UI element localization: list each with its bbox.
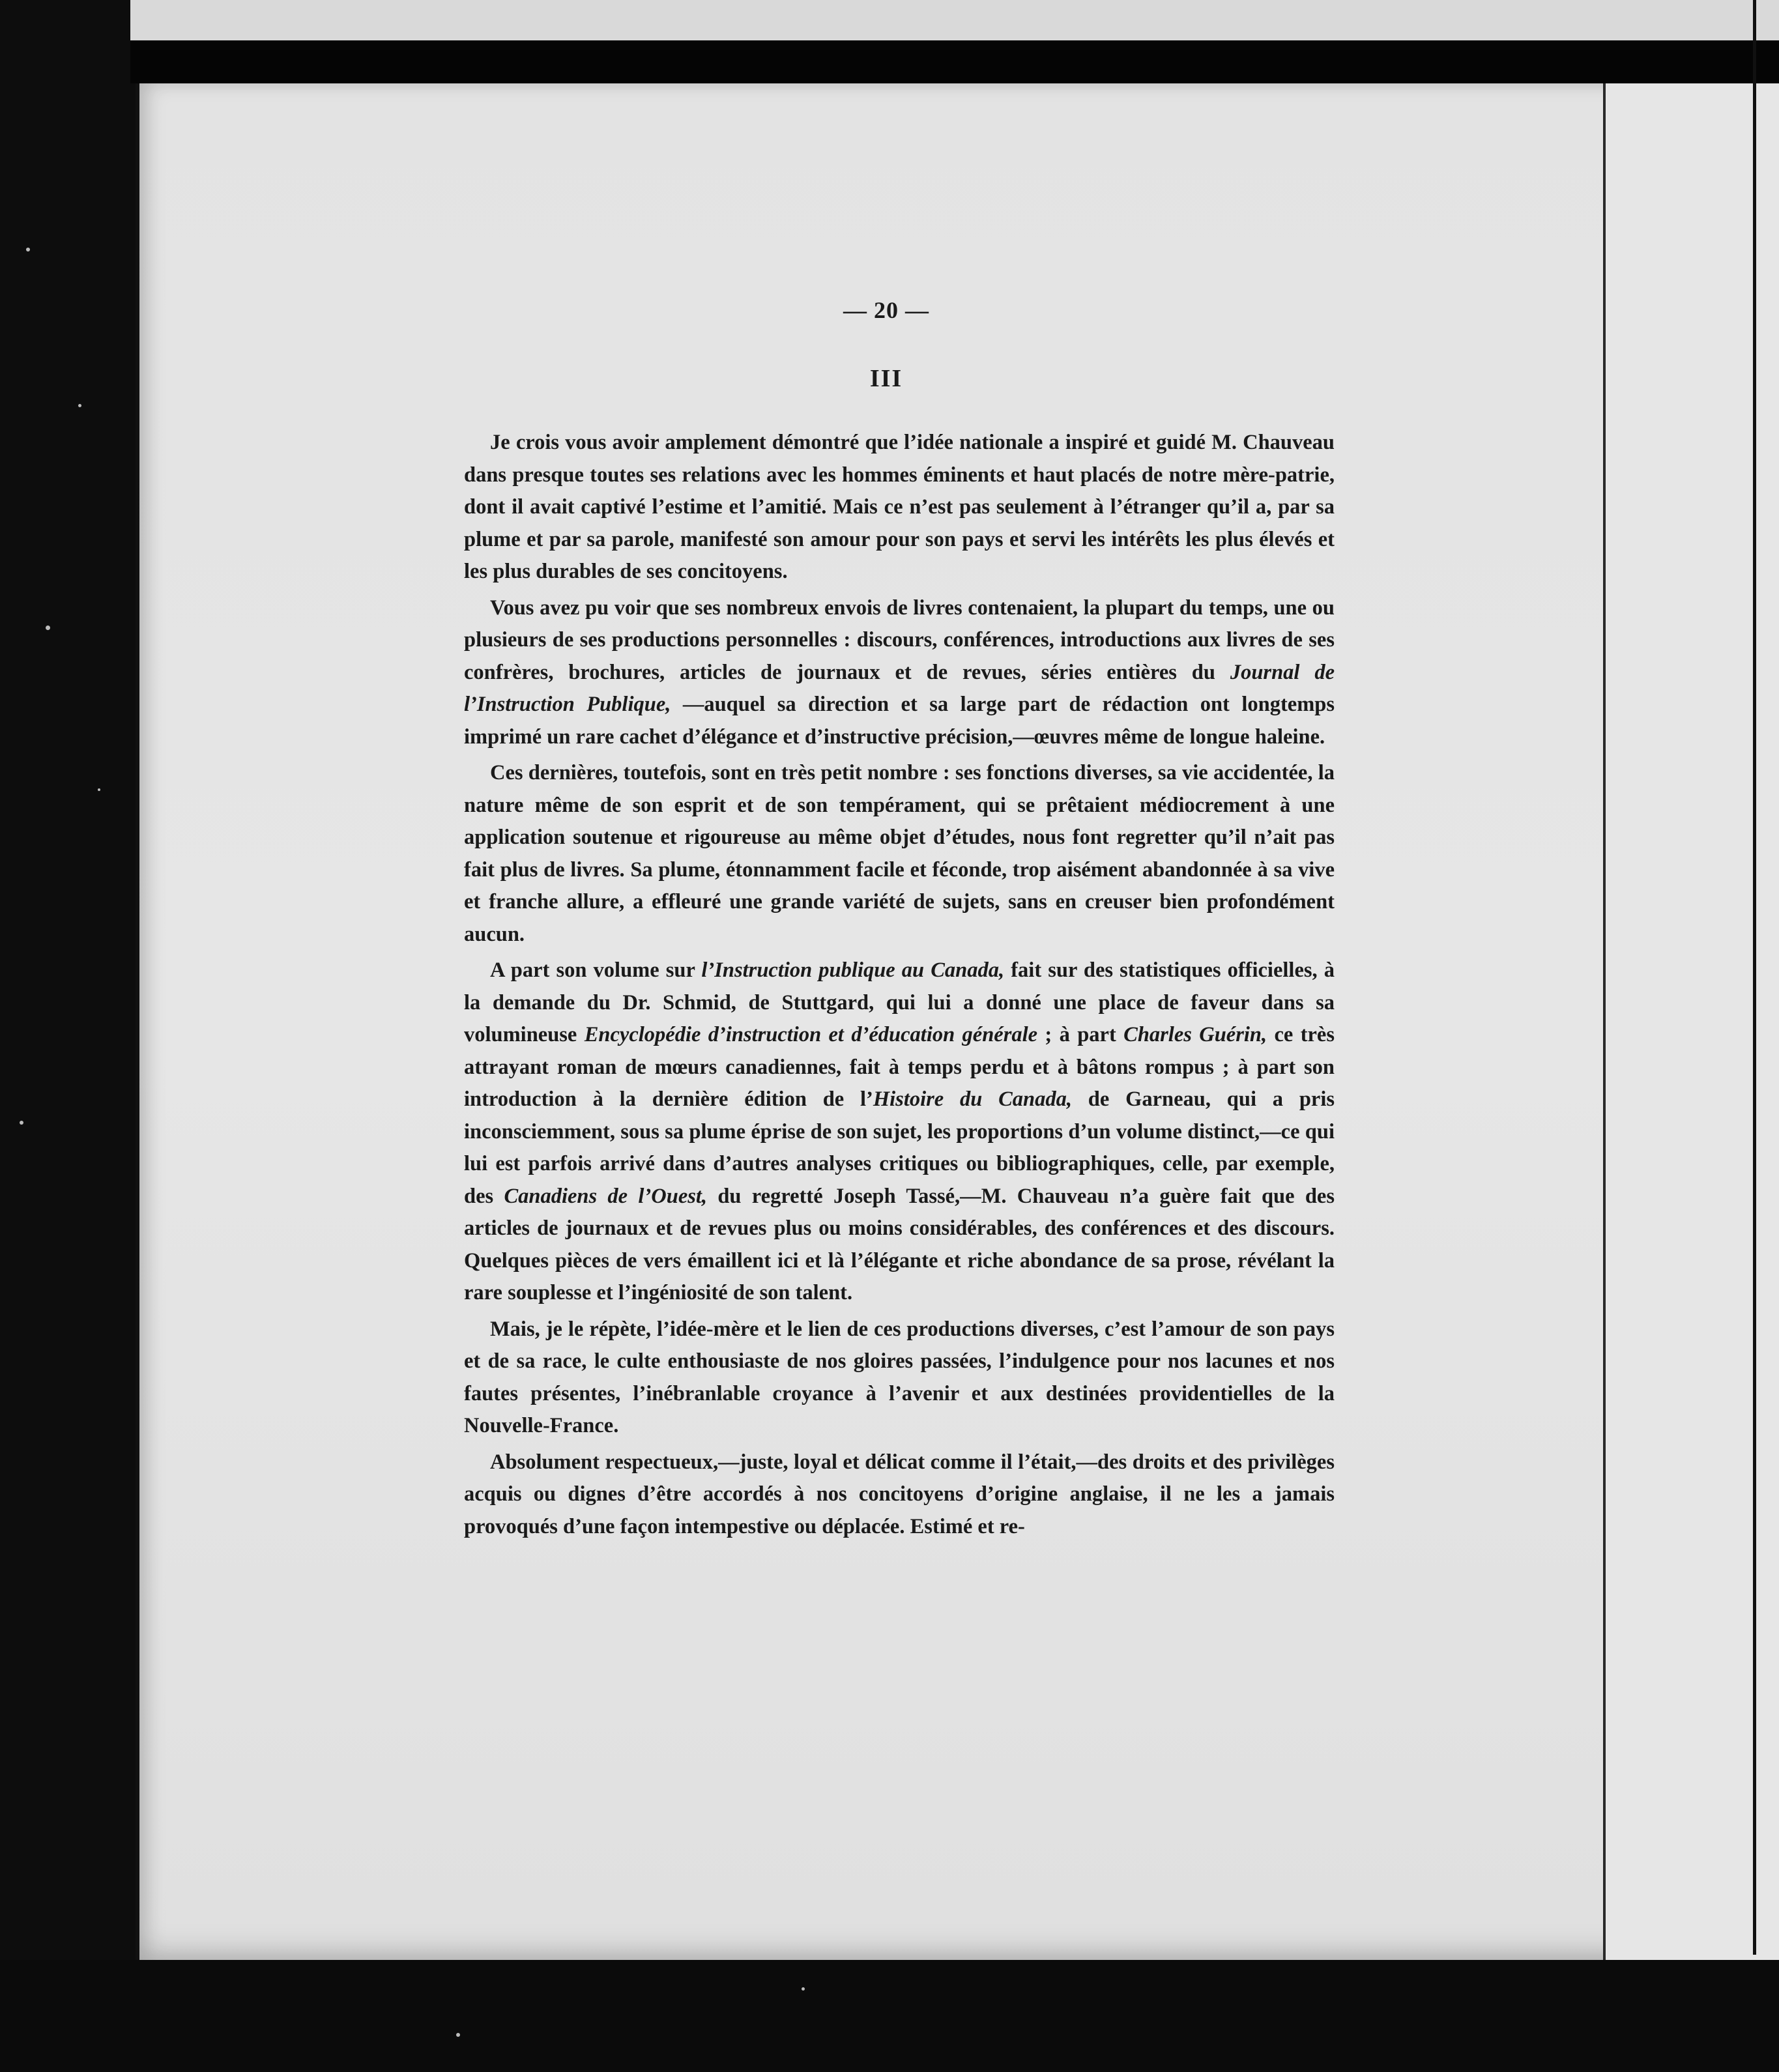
italic-title: Canadiens de l’Ouest, xyxy=(504,1184,708,1208)
text-run: Vous avez pu voir que ses nombreux envois de livres contenaient, la plupart du temps, une ou plusieurs de ses productions personnelles : discours, conférences, introductions aux livres de ses confrères, brochures, articles de journaux et de revues, séries entières du xyxy=(464,596,1335,684)
text-run: du regretté Joseph Tassé,—M. Chauveau n’a guère fait que des articles de journaux et de revues plus ou moins considérables, des conférences et des discours. Quelques pièces de vers émaillent ici et là l’élégante et riche abondance de sa prose, révélant la rare souplesse et l’ingéniosité de son talent. xyxy=(464,1184,1335,1304)
page-number: — 20 — xyxy=(843,297,929,323)
text-run: de Garneau, qui a pris inconsciemment, sous sa plume éprise de son sujet, les proportions d’un volume distinct,—ce qui lui est parfois arrivé dans d’autres analyses critiques ou bibliographiques, celle, par exemple, des xyxy=(464,1087,1335,1208)
text-run: ce très attrayant roman de mœurs canadiennes, fait à temps perdu et à bâtons rompus ; à part son introduction à la dernière édition de l’ xyxy=(464,1023,1335,1111)
text-run: Ces dernières, toutefois, sont en très petit nombre : ses fonctions diverses, sa vie accidentée, la nature même de son esprit et de son tempérament, qui se prêtaient médiocrement à une application soutenue et rigoureuse au même objet d’études, nous font regretter qu’il n’ait pas fait plus de livres. Sa plume, étonnamment facile et féconde, trop aisément abandonnée à sa vive et franche allure, a effleuré une grande variété de sujets, sans en creuser bien profondément aucun. xyxy=(464,761,1335,946)
text-run: fait sur des statistiques officielles, à la demande du Dr. Schmid, de Stuttgard, qui lui a donné une place de faveur dans sa volumineuse xyxy=(464,958,1335,1046)
dust-speck xyxy=(20,1121,23,1125)
dust-speck xyxy=(456,2033,460,2037)
italic-title: Charles Guérin, xyxy=(1123,1023,1267,1046)
section-heading: III xyxy=(869,365,903,392)
text-run: —auquel sa direction et sa large part de rédaction ont longtemps imprimé un rare cachet d’élégance et d’instructive précision,—œuvres même de longue haleine. xyxy=(464,693,1335,749)
dust-speck xyxy=(26,248,30,252)
paragraph xyxy=(464,1446,1335,1544)
dust-speck xyxy=(46,626,50,630)
italic-title: Histoire du Canada, xyxy=(873,1087,1072,1111)
bottom-black-band xyxy=(0,1960,1779,2072)
paragraph xyxy=(464,592,1335,754)
italic-title: Journal de l’Instruction Publique, xyxy=(464,660,1335,716)
italic-title: l’Instruction publique au Canada, xyxy=(701,958,1005,982)
paragraph xyxy=(464,427,1335,588)
italic-title: Encyclopédie d’instruction et d’éducation générale xyxy=(584,1023,1038,1046)
body-text xyxy=(464,427,1335,1543)
page-left-edge xyxy=(136,83,139,1960)
dust-speck xyxy=(98,788,100,791)
paragraph xyxy=(464,757,1335,951)
page-right-edge xyxy=(1603,83,1606,1960)
top-paper-strip xyxy=(130,0,1779,40)
top-black-bar xyxy=(130,40,1779,83)
dust-speck xyxy=(78,404,81,407)
right-frame-line xyxy=(1753,0,1756,1955)
text-run: Je crois vous avoir amplement démontré que l’idée nationale a inspiré et guidé M. Chauveau dans presque toutes ses relations avec les hommes éminents et haut placés de notre mère-patrie, dont il avait captivé l’estime et l’amitié. Mais ce n’est pas seulement à l’étranger qu’il a, par sa plume et par sa parole, manifesté son amour pour son pays et servi les intérêts les plus élevés et les plus durables de ses concitoyens. xyxy=(464,431,1335,583)
text-run: A part son volume sur xyxy=(490,958,702,982)
paragraph xyxy=(464,1314,1335,1443)
text-run: ; à part xyxy=(1037,1023,1124,1046)
text-column xyxy=(464,296,1335,1547)
paragraph xyxy=(464,955,1335,1310)
text-run: Absolument respectueux,—juste, loyal et délicat comme il l’était,—des droits et des privilèges acquis ou dignes d’être accordés à nos concitoyens d’origine anglaise, il ne les a jamais provoqués d’une façon intempestive ou déplacée. Estimé et re- xyxy=(464,1450,1335,1538)
text-run: Mais, je le répète, l’idée-mère et le lien de ces productions diverses, c’est l’amour de son pays et de sa race, le culte enthousiaste de nos gloires passées, l’indulgence pour nos lacunes et nos fautes présentes, l’inébranlable croyance à l’avenir et aux destinées providentielles de la Nouvelle-France. xyxy=(464,1317,1335,1437)
dust-speck xyxy=(802,1987,805,1991)
